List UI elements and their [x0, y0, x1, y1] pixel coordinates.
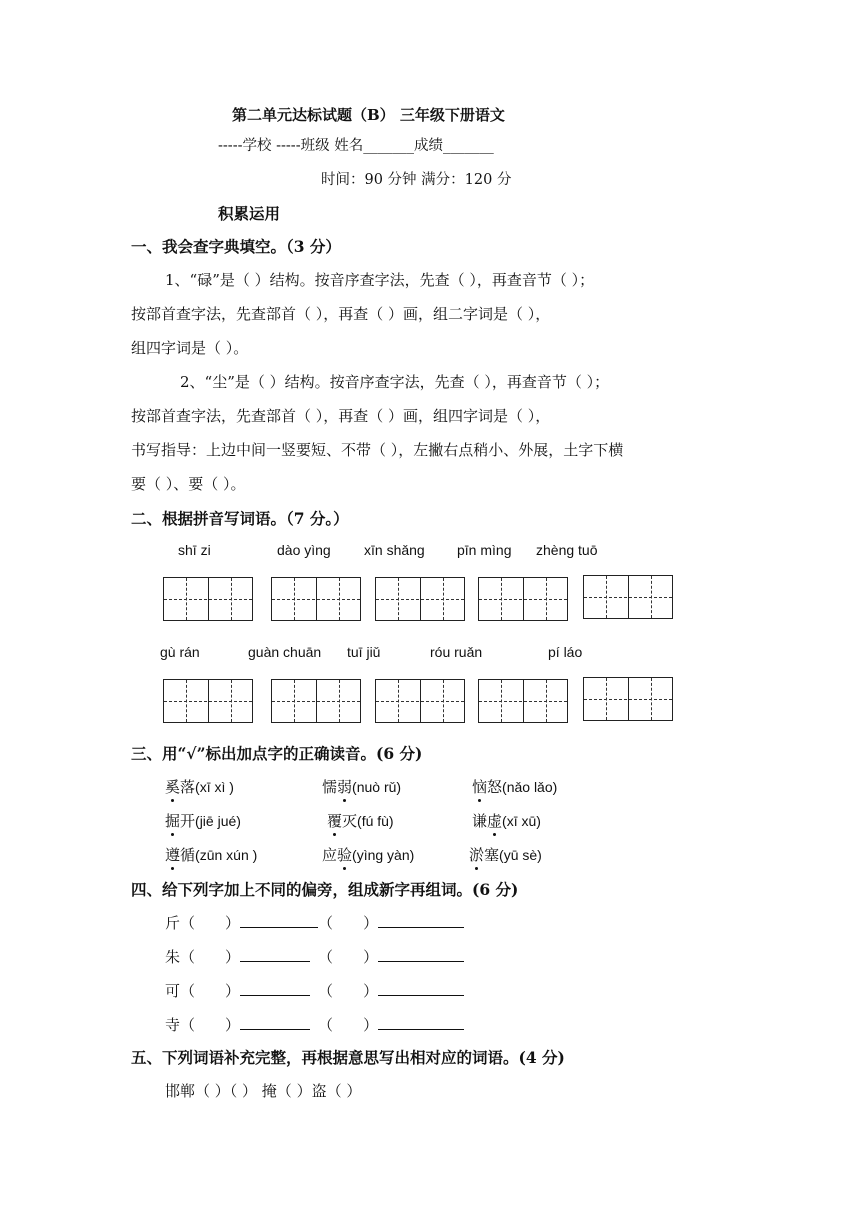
dotted-char: 遵	[165, 846, 181, 864]
page-title: 第二单元达标试题（B） 三年级下册语文	[232, 106, 505, 124]
paren-open: （	[318, 982, 334, 1000]
pinyin-label: tuī jiǔ	[347, 644, 381, 660]
pinyin-options[interactable]: (yìng yàn)	[352, 847, 415, 863]
item-char: 怒	[487, 778, 503, 796]
writing-grid-box[interactable]	[163, 577, 253, 621]
writing-grid-box[interactable]	[478, 679, 568, 723]
radical-row	[165, 1014, 464, 1035]
pinyin-label: pí láo	[548, 644, 583, 660]
pinyin-label: shī zi	[178, 542, 211, 558]
pronunciation-item	[327, 810, 394, 831]
pronunciation-item	[322, 844, 414, 865]
pinyin-label: pīn mìng	[457, 542, 512, 558]
writing-grid-box[interactable]	[583, 677, 673, 721]
paren-close: ）	[363, 982, 379, 1000]
paren-close: ）	[363, 914, 379, 932]
item-char: 落	[180, 778, 196, 796]
dotted-char: 奚	[165, 778, 181, 796]
paren-close: ）	[363, 948, 379, 966]
word-blank[interactable]	[240, 1015, 310, 1030]
pronunciation-item	[469, 844, 542, 865]
s1-q2-line-3: 书写指导：上边中间一竖要短、不带（ ），左撇右点稍小、外展，土字下横	[131, 441, 624, 459]
radical-row	[165, 912, 464, 933]
radical-row	[165, 980, 464, 1001]
pinyin-options[interactable]: (nǎo lǎo)	[502, 779, 558, 795]
writing-grid-box[interactable]	[271, 679, 361, 723]
s1-q2-line-2: 按部首查字法，先查部首（ ），再查（ ）画，组四字词是（ ），	[131, 407, 551, 425]
pinyin-options[interactable]: (yū sè)	[499, 847, 542, 863]
item-char: 灭	[342, 812, 358, 830]
pronunciation-item	[165, 810, 241, 831]
paren-open: （	[180, 1016, 196, 1034]
part-label: 积累运用	[218, 204, 281, 223]
writing-grid-box[interactable]	[583, 575, 673, 619]
item-char: 应	[322, 846, 338, 864]
paren-open: （	[318, 914, 334, 932]
item-char: 懦	[322, 778, 338, 796]
base-char: 可	[165, 982, 181, 1000]
writing-grid-box[interactable]	[375, 679, 465, 723]
dotted-char: 覆	[327, 812, 343, 830]
dotted-char: 淤	[469, 846, 485, 864]
pinyin-options[interactable]: (jiē jué)	[195, 813, 241, 829]
pinyin-options[interactable]: (nuò rǔ)	[352, 779, 402, 795]
time-score-line: 时间：90 分钟 满分：120 分	[321, 172, 512, 188]
pinyin-options[interactable]: (zūn xún )	[195, 847, 258, 863]
section-2-heading: 二、根据拼音写词语。（7 分。）	[131, 509, 349, 528]
item-char: 开	[180, 812, 196, 830]
base-char: 朱	[165, 948, 181, 966]
writing-grid-box[interactable]	[163, 679, 253, 723]
paren-close: ）	[225, 1016, 241, 1034]
pinyin-label: róu ruǎn	[430, 644, 483, 660]
item-char: 塞	[484, 846, 500, 864]
dotted-char: 弱	[337, 778, 353, 796]
s1-q1-line-3: 组四字词是（ ）。	[131, 339, 249, 357]
pronunciation-item	[472, 810, 541, 831]
writing-grid-box[interactable]	[375, 577, 465, 621]
item-char: 循	[180, 846, 196, 864]
item-char: 谦	[472, 812, 488, 830]
pinyin-label: gù rán	[160, 644, 200, 660]
s1-q1-line-1: 1、“碌”是（ ）结构。按音序查字法，先查（ ），再查音节（ ）；	[165, 271, 595, 289]
idiom-completion-line: 邯郸（ ）（ ） 掩（ ）盗（ ）	[165, 1082, 362, 1100]
school-class-name-score-line: -----学校 -----班级 姓名_______成绩_______	[218, 138, 494, 154]
pinyin-options[interactable]: (xī xì )	[195, 779, 234, 795]
paren-close: ）	[225, 914, 241, 932]
dotted-char: 恼	[472, 778, 488, 796]
word-blank[interactable]	[378, 913, 464, 928]
base-char: 斤	[165, 914, 181, 932]
paren-close: ）	[225, 948, 241, 966]
pronunciation-item	[472, 776, 557, 797]
dotted-char: 验	[337, 846, 353, 864]
pinyin-label: dào yìng	[277, 542, 331, 558]
s1-q2-line-4: 要（ ）、要（ ）。	[131, 475, 246, 493]
base-char: 寺	[165, 1016, 181, 1034]
word-blank[interactable]	[240, 913, 318, 928]
word-blank[interactable]	[240, 981, 310, 996]
pronunciation-item	[165, 776, 234, 797]
writing-grid-box[interactable]	[478, 577, 568, 621]
section-3-heading: 三、用“√”标出加点字的正确读音。(6 分)	[131, 744, 423, 763]
section-4-heading: 四、给下列字加上不同的偏旁，组成新字再组词。(6 分)	[131, 880, 519, 899]
section-5-heading: 五、下列词语补充完整，再根据意思写出相对应的词语。(4 分)	[131, 1048, 565, 1067]
writing-grid-box[interactable]	[271, 577, 361, 621]
pinyin-options[interactable]: (xī xū)	[502, 813, 541, 829]
paren-open: （	[318, 1016, 334, 1034]
section-1-heading: 一、我会查字典填空。（3 分）	[131, 237, 341, 256]
paren-open: （	[180, 948, 196, 966]
pinyin-label: guàn chuān	[248, 644, 322, 660]
s1-q2-line-1: 2、“尘”是（ ）结构。按音序查字法，先查（ ），再查音节（ ）；	[180, 373, 610, 391]
pronunciation-item	[322, 776, 401, 797]
pinyin-options[interactable]: (fú fù)	[357, 813, 394, 829]
word-blank[interactable]	[240, 947, 310, 962]
pronunciation-item	[165, 844, 257, 865]
s1-q1-line-2: 按部首查字法，先查部首（ ），再查（ ）画，组二字词是（ ），	[131, 305, 551, 323]
word-blank[interactable]	[378, 981, 464, 996]
radical-row	[165, 946, 464, 967]
paren-close: ）	[225, 982, 241, 1000]
pinyin-label: xīn shǎng	[364, 542, 425, 558]
word-blank[interactable]	[378, 1015, 464, 1030]
paren-open: （	[180, 982, 196, 1000]
paren-open: （	[318, 948, 334, 966]
paren-close: ）	[363, 1016, 379, 1034]
dotted-char: 掘	[165, 812, 181, 830]
pinyin-label: zhèng tuō	[536, 542, 598, 558]
dotted-char: 虚	[487, 812, 503, 830]
word-blank[interactable]	[378, 947, 464, 962]
paren-open: （	[180, 914, 196, 932]
